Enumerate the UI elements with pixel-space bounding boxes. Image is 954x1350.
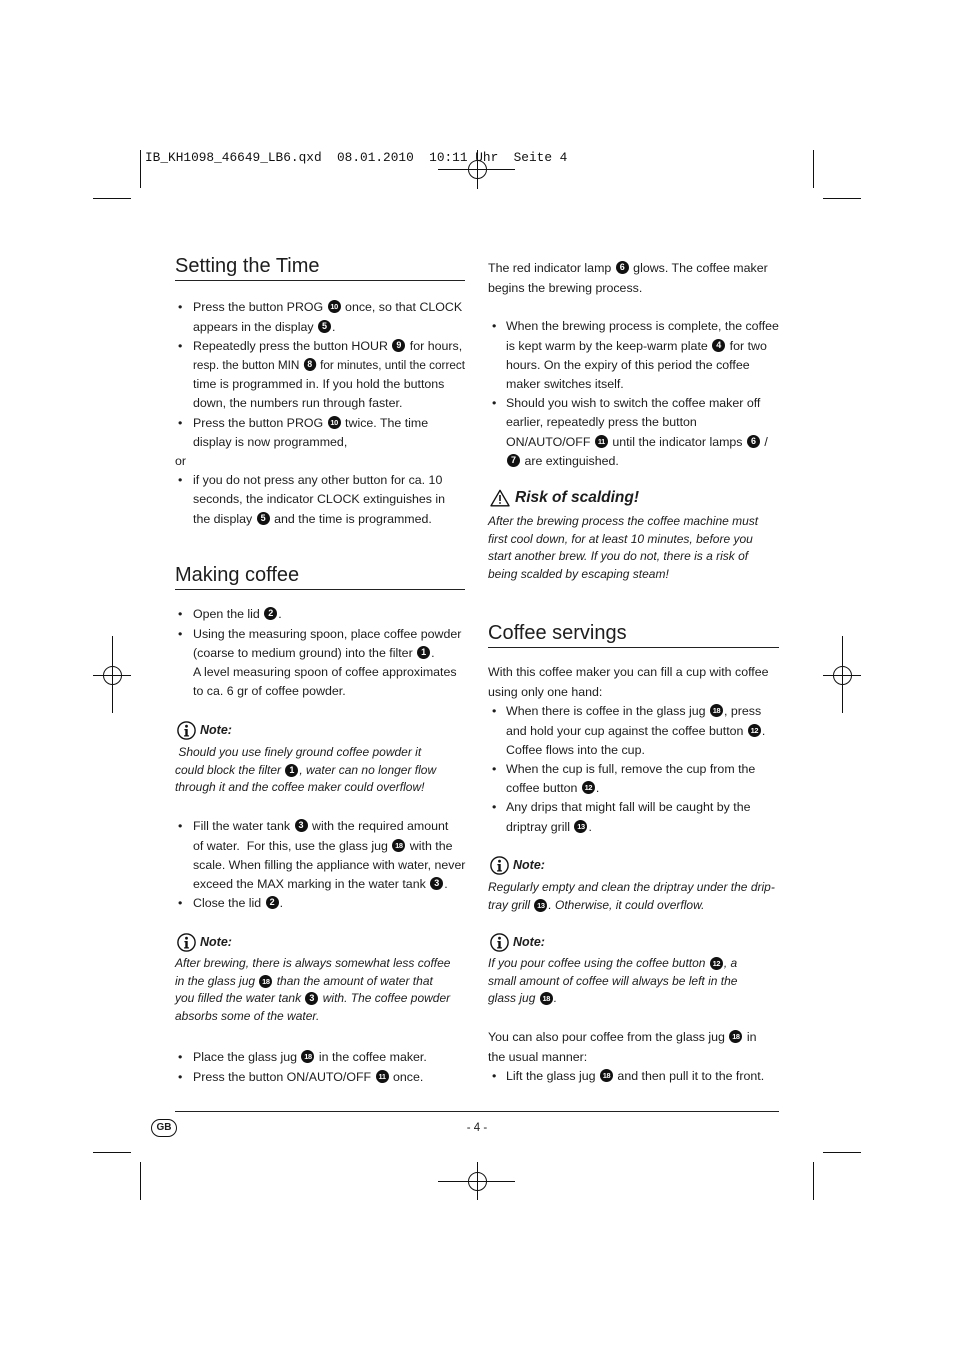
text-line: After the brewing process the coffee machine must bbox=[488, 514, 759, 529]
list-item bbox=[488, 702, 779, 760]
reference-number-icon bbox=[392, 339, 405, 352]
footer-divider bbox=[175, 1111, 779, 1112]
note-label: Note: bbox=[513, 858, 545, 872]
bullet: • bbox=[178, 415, 183, 430]
text-line: Place the glass jug 18 in the coffee maker. bbox=[193, 1048, 465, 1067]
text-line: When the brewing process is complete, the coffee bbox=[506, 319, 779, 334]
text-line: using only one hand: bbox=[488, 684, 603, 699]
text-line: scale. When filling the appliance with water, never bbox=[193, 857, 466, 872]
reference-number-icon bbox=[748, 724, 761, 737]
text-line: first cool down, for at least 10 minutes, before you bbox=[488, 531, 753, 546]
text-line: if you do not press any other button for ca. 10 bbox=[193, 473, 443, 488]
making-coffee-steps-2 bbox=[175, 817, 465, 913]
note-text bbox=[488, 955, 779, 1008]
list-item bbox=[488, 1067, 779, 1086]
reference-number-icon bbox=[295, 819, 308, 832]
note-text bbox=[488, 879, 779, 914]
page-number: - 4 - bbox=[466, 1122, 488, 1134]
info-icon bbox=[177, 721, 196, 740]
text-line: small amount of coffee will always be left in the bbox=[488, 973, 738, 988]
list-item bbox=[488, 317, 779, 394]
note-text bbox=[175, 955, 465, 1025]
text-line: Fill the water tank 3 with the required amount bbox=[193, 817, 465, 836]
bullet: • bbox=[178, 1050, 183, 1065]
text-line: Repeatedly press the button HOUR 9 for hours, bbox=[193, 337, 465, 356]
bullet: • bbox=[492, 704, 497, 719]
text-line: and hold your cup against the coffee button 12. bbox=[506, 722, 779, 741]
text-line: The red indicator lamp 6 glows. The coffee maker bbox=[488, 259, 779, 278]
list-item bbox=[175, 894, 465, 913]
crop-mark-bottom-left bbox=[93, 1153, 141, 1201]
text-line: Press the button PROG 10 twice. The time bbox=[193, 414, 465, 433]
brewing-steps bbox=[488, 317, 779, 471]
text-line: Close the lid 2. bbox=[193, 894, 465, 913]
making-coffee-steps-3 bbox=[175, 1048, 465, 1086]
note-header bbox=[488, 855, 779, 875]
warning-title: Risk of scalding! bbox=[515, 489, 640, 506]
list-item bbox=[175, 605, 465, 624]
text-line: seconds, the indicator CLOCK extinguishes in bbox=[193, 492, 446, 507]
text-line: A level measuring spoon of coffee approximates bbox=[193, 665, 457, 679]
reference-number-icon bbox=[540, 992, 553, 1005]
coffee-servings-outro bbox=[488, 1028, 779, 1066]
text-line: the display 5 and the time is programmed. bbox=[193, 510, 465, 529]
reference-number-icon bbox=[304, 358, 316, 371]
warning-triangle-icon bbox=[490, 489, 510, 507]
language-badge: GB bbox=[151, 1119, 177, 1137]
print-slug-line: IB_KH1098_46649_LB6.qxd 08.01.2010 10:11 Uhr Seite 4 bbox=[145, 150, 568, 165]
text-line: Should you use finely ground coffee powder it bbox=[175, 745, 422, 760]
reference-number-icon bbox=[595, 435, 608, 448]
text-line: If you pour coffee using the coffee button 12, a bbox=[488, 955, 779, 973]
text-line: ON/AUTO/OFF 11 until the indicator lamps 6 / bbox=[506, 433, 779, 452]
note-label: Note: bbox=[200, 723, 232, 737]
warning-header bbox=[488, 487, 779, 509]
text-line: through it and the coffee maker could overflow! bbox=[175, 780, 425, 795]
reference-number-icon bbox=[616, 261, 629, 274]
reference-number-icon bbox=[328, 416, 341, 429]
text-line: glass jug 18. bbox=[488, 990, 779, 1008]
reference-number-icon bbox=[417, 646, 430, 659]
reference-number-icon bbox=[328, 300, 341, 313]
text-line: resp. the button MIN 8 for minutes, until the correct bbox=[193, 356, 451, 375]
text-line: With this coffee maker you can fill a cup with coffee bbox=[488, 665, 769, 680]
text-line: coffee button 12. bbox=[506, 779, 779, 798]
heading-setting-the-time: Setting the Time bbox=[175, 253, 465, 281]
text-line: being scalded by escaping steam! bbox=[488, 566, 669, 581]
note-label: Note: bbox=[513, 935, 545, 949]
info-icon bbox=[490, 856, 509, 875]
coffee-servings-final-steps bbox=[488, 1067, 779, 1086]
bullet: • bbox=[178, 819, 183, 834]
coffee-servings-steps bbox=[488, 702, 779, 836]
crop-mark-bottom-right bbox=[814, 1153, 862, 1201]
bullet: • bbox=[492, 1069, 497, 1084]
text-line: you filled the water tank 3 with. The coffee powder bbox=[175, 990, 465, 1008]
text-line: When the cup is full, remove the cup from the bbox=[506, 762, 756, 776]
text-line: could block the filter 1, water can no longer flow bbox=[175, 762, 465, 780]
reference-number-icon bbox=[285, 764, 298, 777]
reference-number-icon bbox=[266, 896, 279, 909]
bullet: • bbox=[178, 896, 183, 911]
text-line: Using the measuring spoon, place coffee powder bbox=[193, 626, 462, 641]
note-header bbox=[488, 932, 779, 952]
text-line: When there is coffee in the glass jug 18, press bbox=[506, 702, 779, 721]
reference-number-icon bbox=[264, 607, 277, 620]
text-line: the usual manner: bbox=[488, 1049, 588, 1064]
text-line: (coarse to medium ground) into the filter 1. bbox=[193, 644, 465, 663]
text-line: Any drips that might fall will be caught by the bbox=[506, 800, 751, 815]
text-line: is kept warm by the keep-warm plate 4 for two bbox=[506, 337, 779, 356]
text-line: Lift the glass jug 18 and then pull it to the front. bbox=[506, 1067, 779, 1086]
registration-mark-left bbox=[93, 636, 131, 713]
list-item bbox=[175, 471, 465, 529]
bullet: • bbox=[492, 800, 497, 815]
reference-number-icon bbox=[259, 975, 272, 988]
info-icon bbox=[490, 933, 509, 952]
reference-number-icon bbox=[392, 839, 405, 852]
text-line: tray grill 13. Otherwise, it could overflow. bbox=[488, 897, 779, 915]
warning-text bbox=[488, 513, 779, 583]
list-item bbox=[175, 298, 465, 336]
text-line: exceed the MAX marking in the water tank 3. bbox=[193, 875, 465, 894]
reference-number-icon bbox=[710, 957, 723, 970]
text-line: hours. On the expiry of this period the coffee bbox=[506, 357, 750, 372]
bullet: • bbox=[178, 1069, 183, 1084]
bullet: • bbox=[178, 300, 183, 315]
text-line: Open the lid 2. bbox=[193, 605, 465, 624]
text-line: 7 are extinguished. bbox=[506, 452, 779, 471]
note-text bbox=[175, 744, 465, 797]
text-line: appears in the display 5. bbox=[193, 318, 465, 337]
note-header bbox=[175, 932, 465, 952]
text-line: down, the numbers run through faster. bbox=[193, 396, 403, 411]
reference-number-icon bbox=[318, 320, 331, 333]
brewing-intro-paragraph bbox=[488, 259, 779, 297]
bullet: • bbox=[178, 473, 183, 488]
setting-time-steps bbox=[175, 298, 465, 528]
list-item bbox=[175, 625, 465, 702]
text-line: time is programmed in. If you hold the buttons bbox=[193, 377, 445, 392]
text-line: You can also pour coffee from the glass jug 18 in bbox=[488, 1028, 779, 1047]
text-line: maker switches itself. bbox=[506, 377, 624, 391]
reference-number-icon bbox=[729, 1030, 742, 1043]
reference-number-icon bbox=[376, 1070, 389, 1083]
bullet: • bbox=[492, 396, 497, 411]
bullet: • bbox=[492, 762, 497, 776]
reference-number-icon bbox=[257, 512, 270, 525]
text-line: display is now programmed, bbox=[193, 434, 348, 449]
reference-number-icon bbox=[710, 704, 723, 717]
text-line: earlier, repeatedly press the button bbox=[506, 415, 697, 430]
bullet: • bbox=[178, 607, 183, 622]
info-icon bbox=[177, 933, 196, 952]
reference-number-icon bbox=[430, 877, 443, 890]
making-coffee-steps-1 bbox=[175, 605, 465, 701]
list-item bbox=[488, 798, 779, 836]
bullet: • bbox=[492, 319, 497, 334]
text-line: After brewing, there is always somewhat less coffee bbox=[175, 956, 451, 971]
registration-mark-right bbox=[823, 636, 861, 713]
crop-mark-top-right bbox=[814, 150, 862, 199]
text-line: Coffee flows into the cup. bbox=[506, 742, 645, 757]
reference-number-icon bbox=[712, 339, 725, 352]
list-item bbox=[175, 337, 465, 414]
list-item bbox=[488, 760, 779, 798]
text-line: begins the brewing process. bbox=[488, 280, 643, 295]
bullet: • bbox=[178, 626, 183, 641]
list-item bbox=[175, 1048, 465, 1067]
coffee-servings-intro bbox=[488, 663, 779, 701]
note-header bbox=[175, 720, 465, 740]
list-item bbox=[175, 817, 465, 894]
text-line: of water. For this, use the glass jug 18 with the bbox=[193, 837, 465, 856]
bullet: • bbox=[178, 338, 183, 353]
reference-number-icon bbox=[507, 454, 520, 467]
text-line: driptray grill 13. bbox=[506, 818, 779, 837]
reference-number-icon bbox=[534, 899, 547, 912]
reference-number-icon bbox=[600, 1069, 613, 1082]
text-line: Press the button PROG 10 once, so that CLOCK bbox=[193, 298, 465, 317]
reference-number-icon bbox=[747, 435, 760, 448]
note-label: Note: bbox=[200, 935, 232, 949]
or-connector: or bbox=[175, 454, 187, 469]
registration-mark-bottom bbox=[438, 1162, 515, 1200]
list-item bbox=[175, 1068, 465, 1087]
text-line: in the glass jug 18 than the amount of water that bbox=[175, 973, 465, 991]
crop-mark-top-left bbox=[93, 150, 141, 199]
list-item bbox=[488, 394, 779, 471]
reference-number-icon bbox=[574, 820, 587, 833]
text-line: Should you wish to switch the coffee maker off bbox=[506, 396, 761, 411]
reference-number-icon bbox=[305, 992, 318, 1005]
text-line: absorbs some of the water. bbox=[175, 1008, 320, 1023]
reference-number-icon bbox=[582, 781, 595, 794]
heading-coffee-servings: Coffee servings bbox=[488, 620, 779, 648]
list-item bbox=[175, 414, 465, 452]
text-line: Press the button ON/AUTO/OFF 11 once. bbox=[193, 1068, 465, 1087]
text-line: start another brew. If you do not, there is a risk of bbox=[488, 549, 749, 564]
text-line: Regularly empty and clean the driptray under the drip- bbox=[488, 880, 775, 895]
reference-number-icon bbox=[301, 1050, 314, 1063]
heading-making-coffee: Making coffee bbox=[175, 562, 465, 590]
text-line: to ca. 6 gr of coffee powder. bbox=[193, 684, 346, 699]
